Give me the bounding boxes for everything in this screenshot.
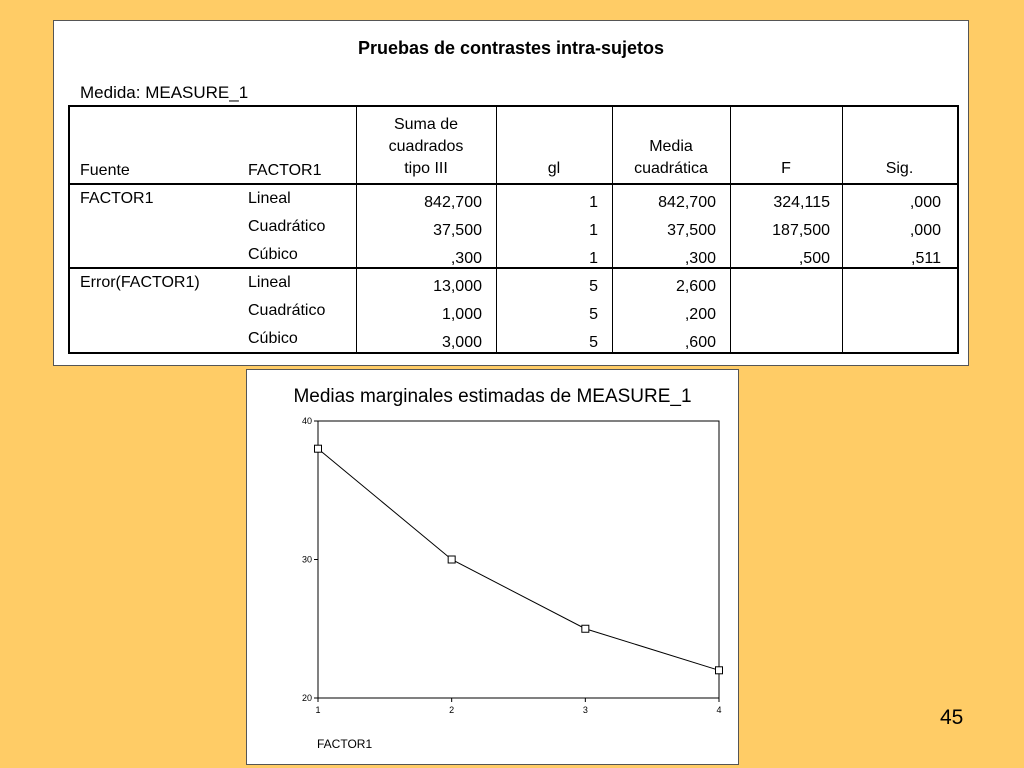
row-sig: ,511 bbox=[911, 250, 941, 267]
data-point bbox=[315, 445, 322, 452]
measure-label: Medida: MEASURE_1 bbox=[80, 83, 249, 102]
row-suma: ,300 bbox=[450, 250, 482, 267]
row-sig: ,000 bbox=[909, 222, 941, 239]
x-tick-label: 2 bbox=[449, 705, 455, 715]
row-sig: ,000 bbox=[909, 194, 941, 211]
page-number: 45 bbox=[940, 706, 964, 729]
header-f: F bbox=[781, 160, 791, 177]
y-tick-label: 20 bbox=[301, 693, 312, 703]
row-factor: Cuadrático bbox=[248, 302, 326, 319]
row-suma: 37,500 bbox=[433, 222, 482, 239]
row-factor: Cúbico bbox=[248, 246, 298, 263]
line-chart bbox=[247, 370, 738, 764]
x-axis-label: FACTOR1 bbox=[317, 737, 373, 751]
header-gl: gl bbox=[547, 160, 561, 177]
contrasts-table bbox=[68, 105, 959, 354]
row-media: ,300 bbox=[684, 250, 716, 267]
header-suma-line3: tipo III bbox=[404, 160, 448, 177]
data-point bbox=[448, 556, 455, 563]
header-media-line1: Media bbox=[649, 138, 693, 155]
row-f: ,500 bbox=[798, 250, 830, 267]
header-divider bbox=[70, 183, 957, 185]
row-gl: 5 bbox=[589, 306, 598, 323]
x-tick-label: 1 bbox=[315, 705, 321, 715]
row-gl: 5 bbox=[589, 334, 598, 351]
row-media: 2,600 bbox=[675, 278, 716, 295]
header-sig: Sig. bbox=[885, 160, 914, 177]
series-line bbox=[318, 449, 719, 671]
row-factor: Cúbico bbox=[248, 330, 298, 347]
row-media: 37,500 bbox=[667, 222, 716, 239]
row-fuente: Error(FACTOR1) bbox=[80, 274, 200, 291]
x-tick-label: 4 bbox=[716, 705, 722, 715]
header-factor: FACTOR1 bbox=[248, 162, 322, 179]
contrasts-table-panel bbox=[53, 20, 969, 366]
row-media: ,600 bbox=[684, 334, 716, 351]
row-gl: 5 bbox=[589, 278, 598, 295]
row-factor: Lineal bbox=[248, 274, 291, 291]
row-media: ,200 bbox=[684, 306, 716, 323]
row-suma: 1,000 bbox=[441, 306, 482, 323]
y-tick-label: 40 bbox=[301, 416, 312, 426]
row-suma: 842,700 bbox=[424, 194, 482, 211]
row-gl: 1 bbox=[589, 222, 598, 239]
y-tick-label: 30 bbox=[301, 554, 312, 565]
row-media: 842,700 bbox=[658, 194, 716, 211]
header-media-line2: cuadrática bbox=[634, 160, 708, 177]
header-fuente: Fuente bbox=[80, 162, 130, 179]
marginal-means-chart-panel bbox=[246, 369, 739, 765]
data-point bbox=[582, 625, 589, 632]
row-suma: 3,000 bbox=[441, 334, 482, 351]
x-tick-label: 3 bbox=[582, 705, 588, 715]
row-suma: 13,000 bbox=[433, 278, 482, 295]
table-title: Pruebas de contrastes intra-sujetos bbox=[357, 38, 665, 58]
chart-title: Medias marginales estimadas de MEASURE_1 bbox=[293, 386, 692, 407]
row-factor: Lineal bbox=[248, 190, 291, 207]
row-factor: Cuadrático bbox=[248, 218, 326, 235]
header-suma-line1: Suma de bbox=[393, 116, 459, 133]
row-f: 187,500 bbox=[772, 222, 830, 239]
row-gl: 1 bbox=[589, 250, 598, 267]
row-f: 324,115 bbox=[773, 194, 830, 211]
row-fuente: FACTOR1 bbox=[80, 190, 154, 207]
data-point bbox=[716, 667, 723, 674]
row-gl: 1 bbox=[589, 194, 598, 211]
plot-frame bbox=[318, 421, 719, 698]
header-suma-line2: cuadrados bbox=[388, 138, 464, 155]
